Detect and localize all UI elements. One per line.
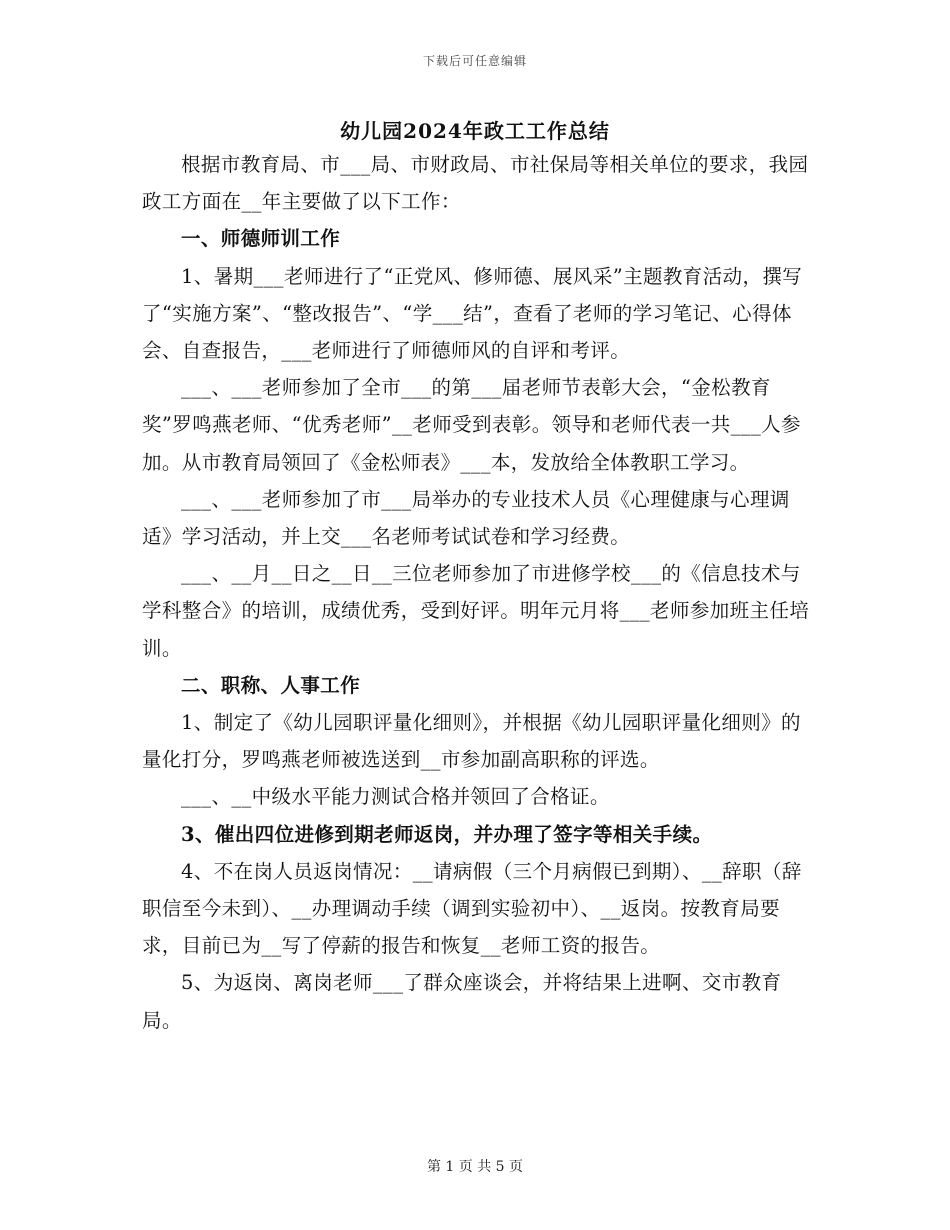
paragraph-ethics-3: ___、___老师参加了市___局举办的专业技术人员《心理健康与心理调适》学习活动，并上交___名老师考试试卷和学习经费。 [142, 487, 790, 549]
paragraph-intro: 根据市教育局、市___局、市财政局、市社保局等相关单位的要求，我园政工方面在__年主要做了以下工作： [142, 153, 809, 214]
paragraph-ethics-1: 1、暑期___老师进行了“正党风、修师德、展风采”主题教育活动，撰写了“实施方案”、“整改报告”、“学___结”，查看了老师的学习笔记、心得体会、自查报告，___老师进行了师德师风的自评和考评。 [142, 264, 803, 363]
paragraph-personnel-1: 1、制定了《幼儿园职评量化细则》，并根据《幼儿园职评量化细则》的量化打分，罗鸣燕老师被选送到__市参加副高职称的评选。 [142, 711, 801, 772]
paragraph-ethics-4: ___、__月__日之__日__三位老师参加了市进修学校___的《信息技术与学科整合》的培训，成绩优秀，受到好评。明年元月将___老师参加班主任培训。 [142, 562, 810, 660]
document-title: 幼儿园2024年政工工作总结 [340, 119, 610, 143]
page-header-note: 下载后可任意编辑 [422, 54, 527, 68]
paragraph-personnel-5: 5、为返岗、离岗老师___了群众座谈会，并将结果上进啊、交市教育局。 [142, 971, 782, 1032]
section-heading-teacher-ethics: 一、师德师训工作 [181, 227, 341, 251]
paragraph-personnel-4: 4、不在岗人员返岗情况：__请病假（三个月病假已到期）、__辞职（辞职信至今未到）、__办理调动手续（调到实验初中）、__返岗。按教育局要求，目前已为__写了停薪的报告和恢复__老师工资的报告。 [142, 859, 802, 958]
paragraph-ethics-2: ___、___老师参加了全市___的第___届老师节表彰大会，“金松教育奖”罗鸣燕老师、“优秀老师”__老师受到表彰。领导和老师代表一共___人参加。从市教育局领回了《金松师表》___本，发放给全体教职工学习。 [142, 376, 801, 474]
page-footer-page-number: 第 1 页 共 5 页 [426, 1159, 524, 1175]
paragraph-personnel-2: ___、__中级水平能力测试合格并领回了合格证。 [181, 785, 610, 809]
section-heading-personnel: 二、职称、人事工作 [181, 673, 361, 697]
paragraph-personnel-3: 3、催出四位进修到期老师返岗，并办理了签字等相关手续。 [181, 822, 713, 846]
document-body [142, 146, 810, 1039]
